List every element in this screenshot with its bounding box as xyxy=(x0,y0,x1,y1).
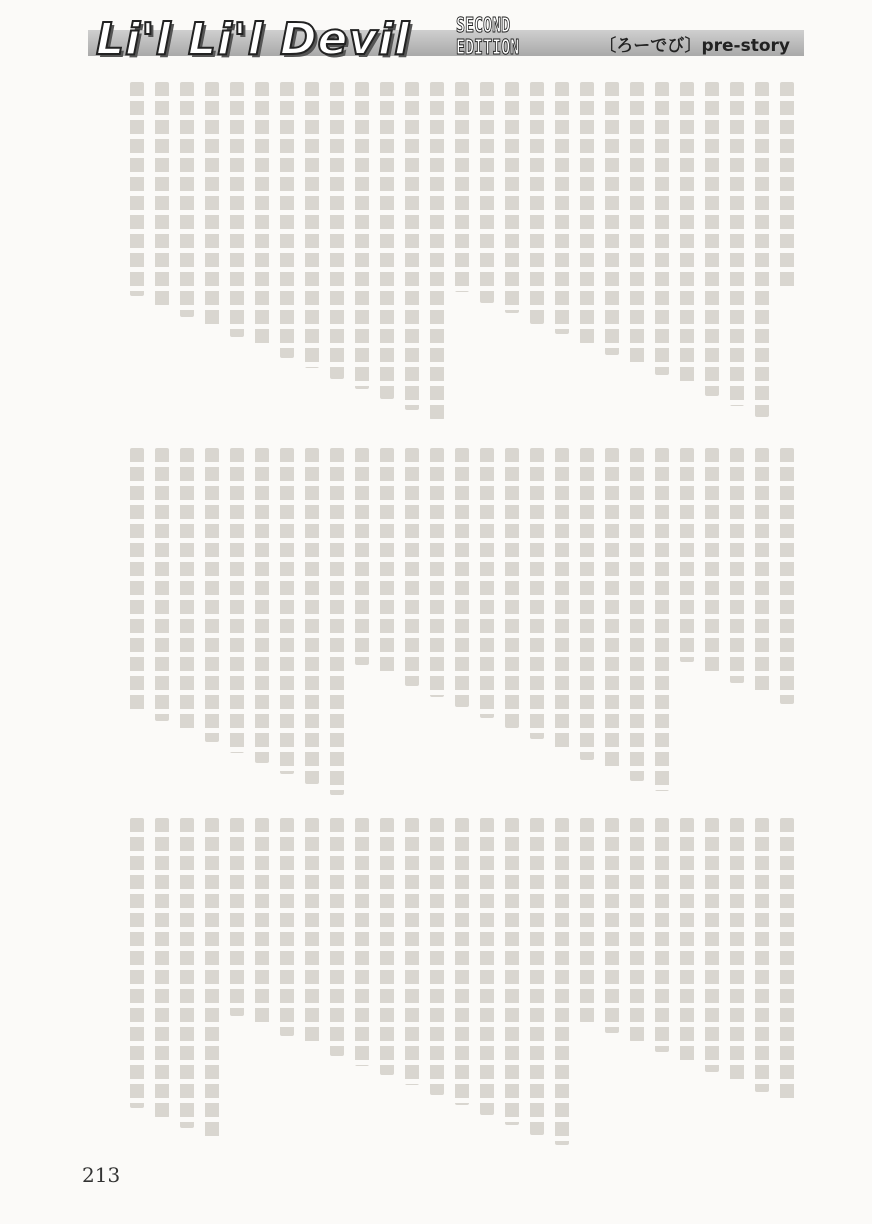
text-column-placeholder xyxy=(530,448,544,739)
text-column-placeholder xyxy=(380,82,394,399)
text-column-placeholder xyxy=(380,448,394,676)
text-column-placeholder xyxy=(655,818,669,1052)
text-column-placeholder xyxy=(630,818,644,1042)
text-column-placeholder xyxy=(330,82,344,379)
text-column-placeholder xyxy=(630,82,644,365)
text-column-placeholder xyxy=(405,82,419,410)
text-column-placeholder xyxy=(205,448,219,742)
text-column-placeholder xyxy=(530,82,544,324)
text-column-placeholder xyxy=(505,448,519,728)
text-column-placeholder xyxy=(555,82,569,334)
text-column-placeholder xyxy=(555,818,569,1145)
text-column-placeholder xyxy=(230,818,244,1016)
text-column-placeholder xyxy=(280,82,294,358)
text-column-placeholder xyxy=(780,818,794,1102)
page-number: 213 xyxy=(82,1163,121,1187)
text-column-placeholder xyxy=(630,448,644,781)
text-column-placeholder xyxy=(430,82,444,420)
text-column-placeholder xyxy=(155,448,169,721)
text-column-placeholder xyxy=(130,82,144,296)
text-column-placeholder xyxy=(230,82,244,337)
text-column-placeholder xyxy=(130,818,144,1108)
text-column-placeholder xyxy=(330,448,344,795)
text-tier-top xyxy=(78,82,794,427)
text-column-placeholder xyxy=(405,818,419,1085)
text-column-placeholder xyxy=(605,448,619,770)
text-column-placeholder xyxy=(730,82,744,406)
text-column-placeholder xyxy=(755,82,769,417)
text-column-placeholder xyxy=(405,448,419,686)
section-subtitle: 〔ろーでび〕pre-story xyxy=(599,36,790,56)
text-column-placeholder xyxy=(180,448,194,732)
text-column-placeholder xyxy=(705,818,719,1072)
text-column-placeholder xyxy=(580,448,594,760)
text-column-placeholder xyxy=(655,448,669,791)
text-column-placeholder xyxy=(480,82,494,303)
text-column-placeholder xyxy=(580,82,594,344)
text-column-placeholder xyxy=(605,82,619,355)
text-column-placeholder xyxy=(255,818,269,1026)
book-title-logo: Li'l Li'l Devil xyxy=(96,14,411,65)
text-column-placeholder xyxy=(680,818,694,1062)
text-column-placeholder xyxy=(705,448,719,672)
text-column-placeholder xyxy=(305,818,319,1046)
text-column-placeholder xyxy=(455,82,469,292)
text-column-placeholder xyxy=(480,818,494,1115)
text-column-placeholder xyxy=(255,82,269,348)
text-column-placeholder xyxy=(680,82,694,386)
text-tier-middle xyxy=(78,448,794,798)
text-column-placeholder xyxy=(305,82,319,368)
text-column-placeholder xyxy=(730,818,744,1082)
text-column-placeholder xyxy=(280,448,294,774)
text-column-placeholder xyxy=(355,82,369,389)
text-column-placeholder xyxy=(605,818,619,1033)
text-column-placeholder xyxy=(155,82,169,306)
text-column-placeholder xyxy=(180,818,194,1128)
text-column-placeholder xyxy=(180,82,194,317)
text-column-placeholder xyxy=(505,818,519,1125)
text-column-placeholder xyxy=(705,82,719,396)
text-column-placeholder xyxy=(755,818,769,1092)
text-column-placeholder xyxy=(355,818,369,1066)
text-column-placeholder xyxy=(555,448,569,749)
text-column-placeholder xyxy=(430,448,444,697)
text-column-placeholder xyxy=(430,818,444,1095)
text-column-placeholder xyxy=(755,448,769,693)
text-column-placeholder xyxy=(205,82,219,327)
text-column-placeholder xyxy=(480,448,494,718)
edition-label: SECOND EDITION xyxy=(456,13,520,59)
text-column-placeholder xyxy=(680,448,694,662)
running-header xyxy=(88,12,804,68)
text-column-placeholder xyxy=(455,818,469,1105)
text-column-placeholder xyxy=(305,448,319,784)
text-column-placeholder xyxy=(155,818,169,1118)
text-column-placeholder xyxy=(530,818,544,1135)
text-column-placeholder xyxy=(330,818,344,1056)
text-column-placeholder xyxy=(580,818,594,1023)
text-column-placeholder xyxy=(730,448,744,683)
text-tier-bottom xyxy=(78,818,794,1148)
text-column-placeholder xyxy=(655,82,669,375)
text-column-placeholder xyxy=(255,448,269,763)
text-column-placeholder xyxy=(455,448,469,707)
text-column-placeholder xyxy=(780,82,794,289)
text-column-placeholder xyxy=(380,818,394,1075)
text-column-placeholder xyxy=(205,818,219,1138)
text-column-placeholder xyxy=(280,818,294,1036)
text-column-placeholder xyxy=(130,448,144,711)
text-column-placeholder xyxy=(505,82,519,313)
text-column-placeholder xyxy=(230,448,244,753)
text-column-placeholder xyxy=(780,448,794,704)
text-column-placeholder xyxy=(355,448,369,665)
